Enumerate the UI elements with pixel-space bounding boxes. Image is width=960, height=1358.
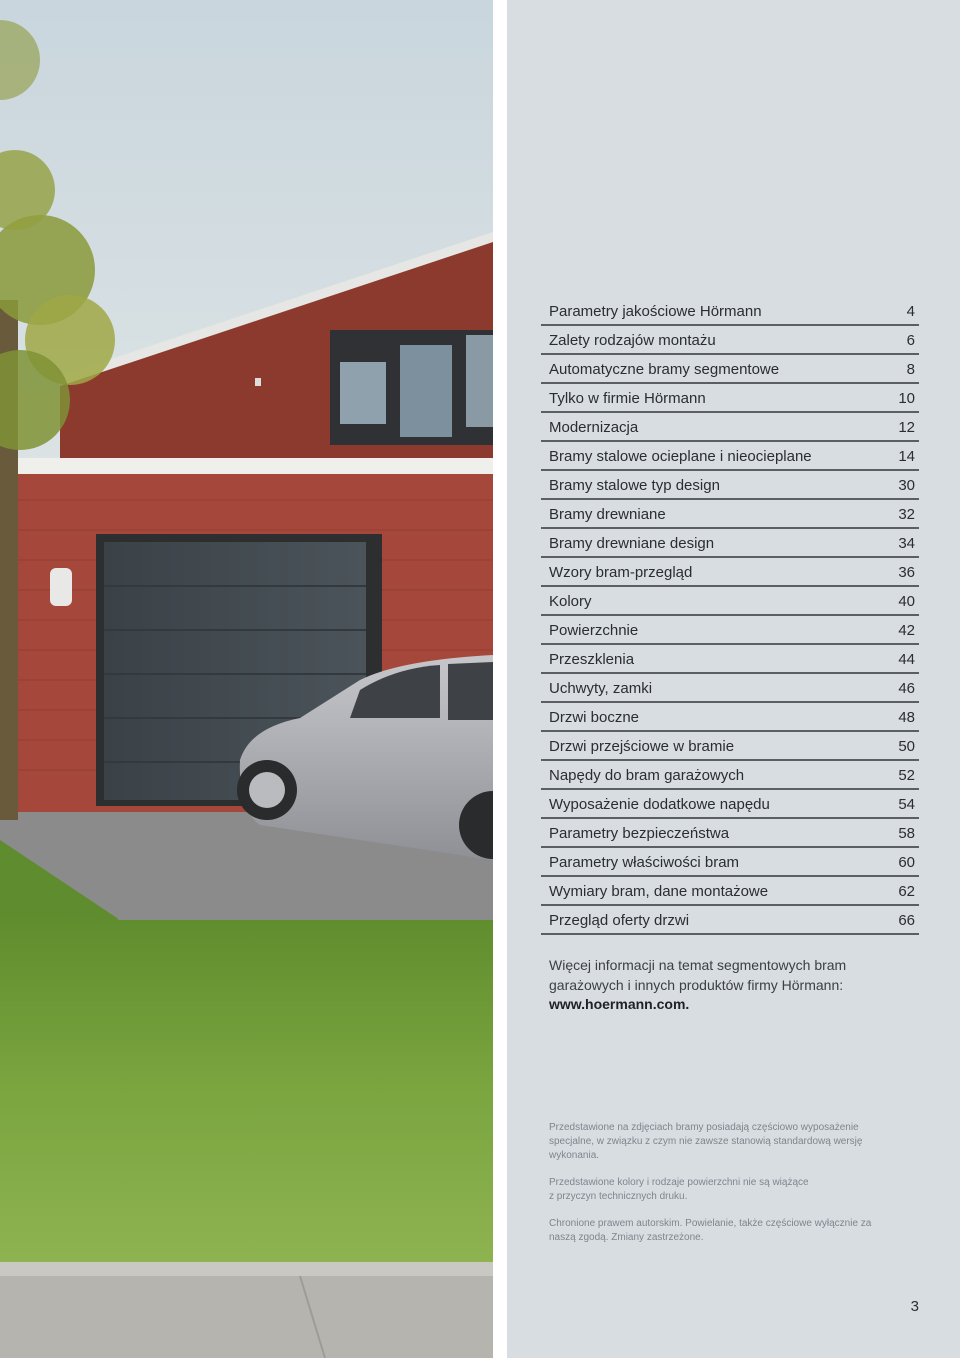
disclaimer-equipment [549, 1121, 909, 1163]
more-info-text [549, 956, 909, 1015]
toc-entry[interactable] [541, 558, 919, 587]
more-info-line: garażowych i innych produktów firmy Hörmann: [549, 976, 844, 993]
toc-entry[interactable] [541, 732, 919, 761]
disclaimer-line: Przedstawione kolory i rodzaje powierzchni nie są wiążące [549, 1177, 809, 1188]
toc-entry[interactable] [541, 616, 919, 645]
toc-page: 44 [898, 651, 915, 668]
toc-entry[interactable] [541, 906, 919, 935]
toc-entry[interactable] [541, 413, 919, 442]
toc-page: 34 [898, 535, 915, 552]
toc-page: 60 [898, 854, 915, 871]
toc-title: Drzwi boczne [549, 709, 640, 726]
toc-entry[interactable] [541, 674, 919, 703]
toc-entry[interactable] [541, 384, 919, 413]
toc-title: Parametry bezpieczeństwa [549, 825, 730, 842]
page-number: 3 [910, 1298, 919, 1315]
toc-page: 36 [898, 564, 915, 581]
disclaimer-line: Przedstawione na zdjęciach bramy posiadają częściowo wyposażenie [549, 1122, 859, 1133]
toc-entry[interactable] [541, 587, 919, 616]
toc-entry[interactable] [541, 297, 919, 326]
toc-title: Wzory bram-przegląd [549, 564, 693, 581]
toc-entry[interactable] [541, 819, 919, 848]
toc-entry[interactable] [541, 703, 919, 732]
toc-title: Automatyczne bramy segmentowe [549, 361, 780, 378]
toc-page: 42 [898, 622, 915, 639]
toc-page: 12 [898, 419, 915, 436]
toc-page: 66 [898, 912, 915, 929]
toc-entry[interactable] [541, 442, 919, 471]
disclaimer-colors [549, 1176, 909, 1204]
toc-title: Bramy stalowe ocieplane i nieocieplane [549, 448, 812, 465]
toc-title: Kolory [549, 593, 592, 610]
toc-page: 50 [898, 738, 915, 755]
toc-title: Przeszklenia [549, 651, 635, 668]
toc-entry[interactable] [541, 848, 919, 877]
toc-page: 46 [898, 680, 915, 697]
disclaimer-copyright [549, 1217, 909, 1245]
toc-page: 30 [898, 477, 915, 494]
table-of-contents [541, 297, 919, 935]
toc-entry[interactable] [541, 529, 919, 558]
toc-page: 10 [898, 390, 915, 407]
website-link[interactable]: www.hoermann.com. [549, 996, 690, 1012]
toc-entry[interactable] [541, 790, 919, 819]
toc-title: Bramy stalowe typ design [549, 477, 720, 494]
toc-page: 62 [898, 883, 915, 900]
toc-title: Zalety rodzajów montażu [549, 332, 716, 349]
toc-title: Drzwi przejściowe w bramie [549, 738, 735, 755]
toc-title: Tylko w firmie Hörmann [549, 390, 706, 407]
toc-page: 4 [906, 303, 915, 320]
toc-page: 14 [898, 448, 915, 465]
disclaimer-line: specjalne, w związku z czym nie zawsze stanowią standardową wersję [549, 1136, 863, 1147]
toc-title: Bramy drewniane [549, 506, 666, 523]
toc-page: 48 [898, 709, 915, 726]
toc-page: 54 [898, 796, 915, 813]
toc-page: 40 [898, 593, 915, 610]
toc-title: Powierzchnie [549, 622, 639, 639]
toc-title: Wyposażenie dodatkowe napędu [549, 796, 770, 813]
toc-page: 6 [906, 332, 915, 349]
toc-entry[interactable] [541, 355, 919, 384]
toc-page: 8 [906, 361, 915, 378]
toc-title: Parametry właściwości bram [549, 854, 740, 871]
toc-title: Uchwyty, zamki [549, 680, 653, 697]
toc-page: 52 [898, 767, 915, 784]
toc-title: Modernizacja [549, 419, 639, 436]
toc-page: 58 [898, 825, 915, 842]
toc-title: Bramy drewniane design [549, 535, 715, 552]
disclaimer-line: z przyczyn technicznych druku. [549, 1191, 688, 1202]
toc-entry[interactable] [541, 471, 919, 500]
disclaimer-line: naszą zgodą. Zmiany zastrzeżone. [549, 1232, 704, 1243]
toc-page: 32 [898, 506, 915, 523]
disclaimer-line: Chronione prawem autorskim. Powielanie, także częściowe wyłącznie za [549, 1218, 872, 1229]
toc-title: Przegląd oferty drzwi [549, 912, 690, 929]
toc-entry[interactable] [541, 877, 919, 906]
more-info-line: Więcej informacji na temat segmentowych bram [549, 957, 847, 973]
toc-title: Parametry jakościowe Hörmann [549, 303, 762, 320]
toc-entry[interactable] [541, 326, 919, 355]
toc-entry[interactable] [541, 645, 919, 674]
toc-entry[interactable] [541, 761, 919, 790]
toc-title: Napędy do bram garażowych [549, 767, 745, 784]
toc-entry[interactable] [541, 500, 919, 529]
disclaimer-line: wykonania. [549, 1150, 600, 1161]
toc-title: Wymiary bram, dane montażowe [549, 883, 769, 900]
